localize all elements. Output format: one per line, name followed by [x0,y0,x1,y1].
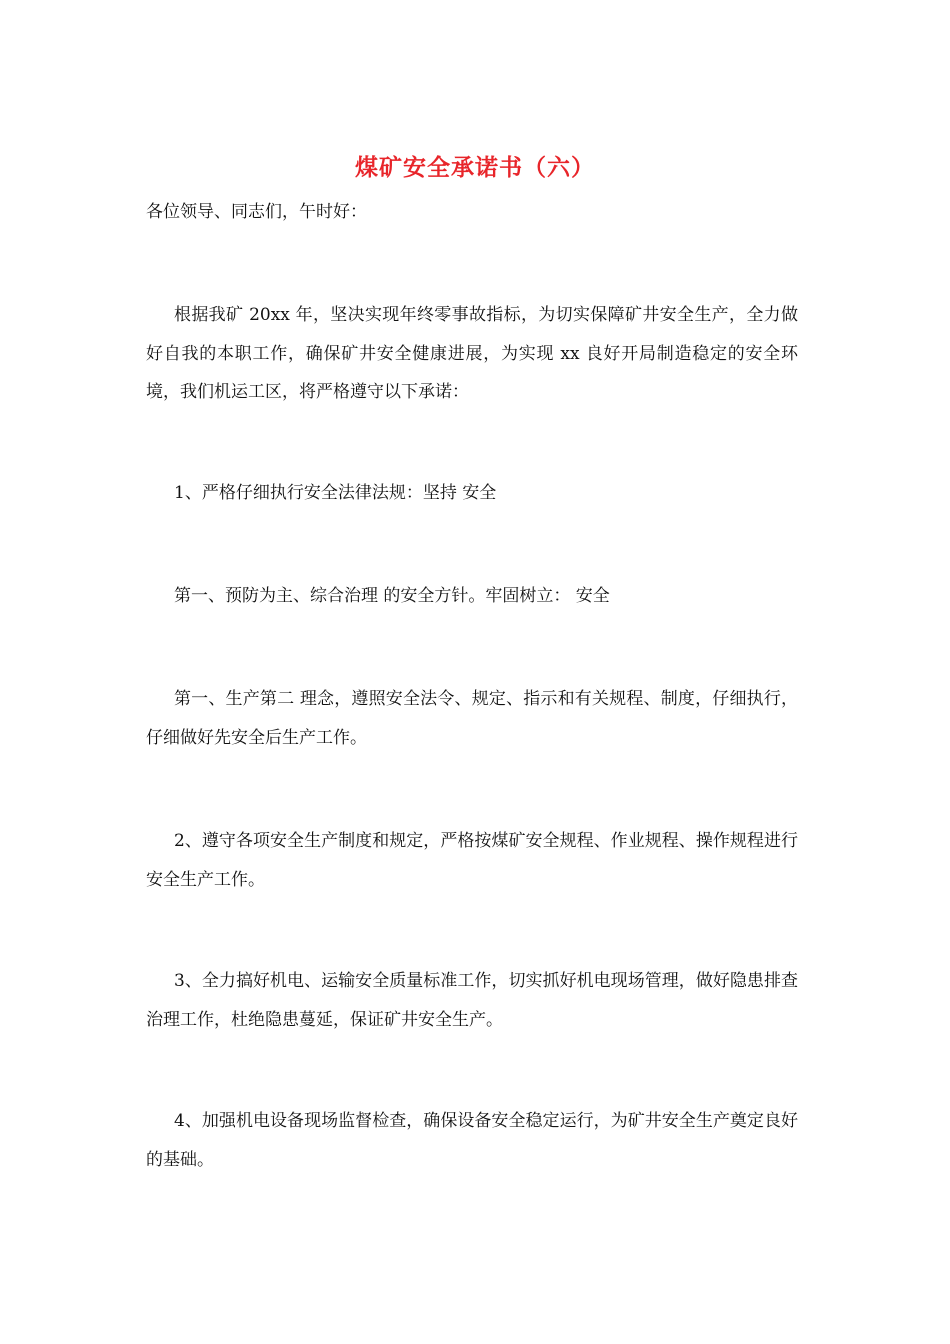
paragraph-item-1: 1、严格仔细执行安全法律法规：坚持 安全 [174,483,497,503]
document-title: 煤矿安全承诺书（六） [355,154,595,181]
paragraph-item-3: 3、全力搞好机电、运输安全质量标准工作，切实抓好机电现场管理，做好隐患排查治理工作，杜绝隐患蔓延，保证矿井安全生产。 [146,971,798,1030]
paragraph-intro: 根据我矿 20xx 年，坚决实现年终零事故指标，为切实保障矿井安全生产，全力做好自我的本职工作，确保矿井安全健康进展，为实现 xx 良好开局制造稳定的安全环境，我们机运工区，将严格遵守以下承诺： [146,305,798,402]
paragraph-policy: 第一、预防为主、综合治理 的安全方针。牢固树立： 安全 [174,586,610,606]
paragraph-concept: 第一、生产第二 理念，遵照安全法令、规定、指示和有关规程、制度，仔细执行，仔细做好先安全后生产工作。 [146,689,798,748]
greeting-line: 各位领导、同志们，午时好： [146,202,367,222]
paragraph-item-4: 4、加强机电设备现场监督检查，确保设备安全稳定运行，为矿井安全生产奠定良好的基础。 [146,1111,798,1170]
paragraph-item-2: 2、遵守各项安全生产制度和规定，严格按煤矿安全规程、作业规程、操作规程进行安全生产工作。 [146,831,798,890]
